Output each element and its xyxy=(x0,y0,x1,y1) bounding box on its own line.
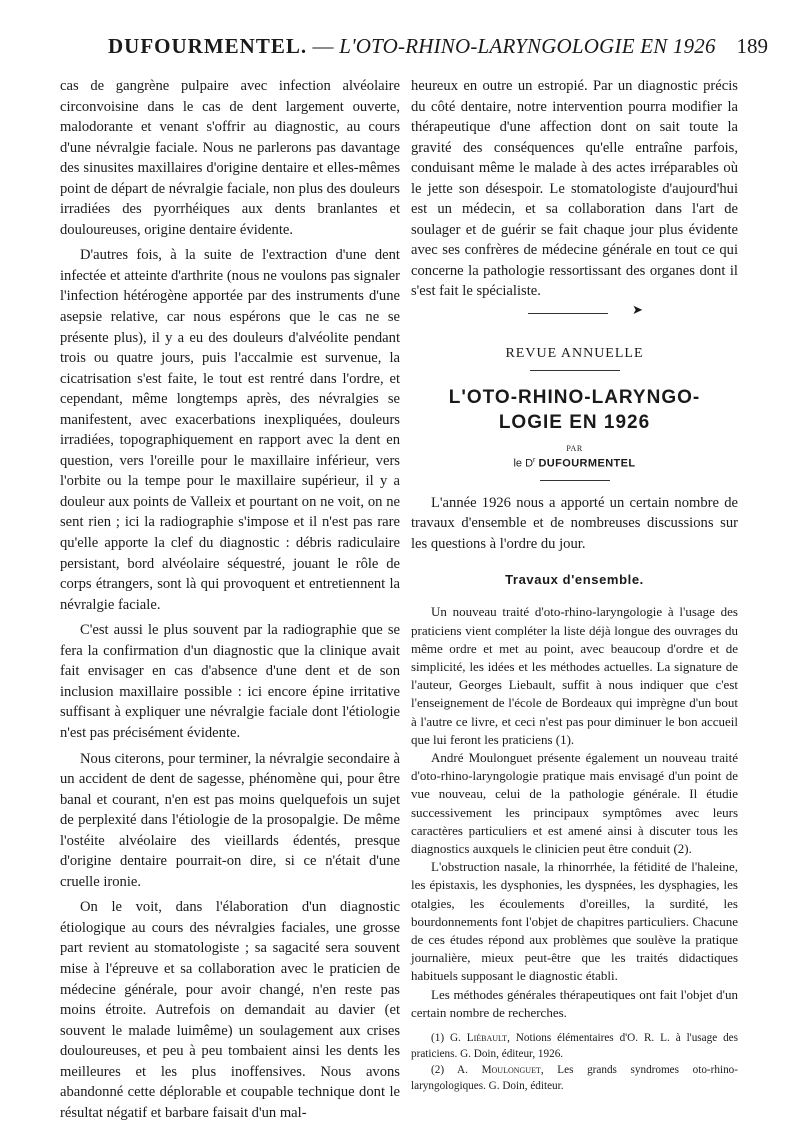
footnote-text: , Les grands syndromes oto-rhino-laryngologiques. G. Doin, éditeur. xyxy=(411,1063,738,1092)
footnote-author: Liébault xyxy=(466,1031,508,1044)
review-kicker: REVUE ANNUELLE xyxy=(505,346,644,362)
author-prefix: le D xyxy=(513,457,534,470)
running-title xyxy=(108,34,716,59)
section-paragraph: André Moulonguet présente également un nouveau traité d'oto-rhino-laryngologie pratique mais envisagé d'un point de vue nouveau, celui de la pathologie générale. Il étudie successivement les principaux symptômes avec leurs caractères particuliers et est amené ainsi à discuter tous les diagnostics auxquels le clinicien peut être conduit (2). xyxy=(411,749,738,856)
section-heading: Travaux d'ensemble. xyxy=(505,572,644,588)
footnote-number: (2) A. xyxy=(431,1063,482,1076)
end-mark-icon: ➤ xyxy=(632,302,643,318)
author-sup: r xyxy=(533,457,536,465)
title-rule xyxy=(411,370,738,371)
footnote-number: (1) G. xyxy=(431,1031,467,1044)
author-name: DUFOURMENTEL xyxy=(538,457,636,470)
left-paragraph: C'est aussi le plus souvent par la radiographie que se fera la confirmation d'un diagnostic que la clinique avait fait envisager en cas d'absence d'une dent et de son inclusion maxillaire possible : ici encore épine irritative suffisant à expliquer une névralgie faciale dont l'étiologie n'est pas précisément évidente. xyxy=(60,622,400,741)
footnote-author: Moulonguet xyxy=(481,1063,541,1076)
section-paragraph: L'obstruction nasale, la rhinorrhée, la fétidité de l'haleine, les épistaxis, les dysphonies, les dyspnées, les dysphagies, les otalgies, les écoulements d'oreilles, la surdité, les bourdonnements font l'objet de chapitres particuliers. Chacune de ces études répond aux problèmes que soulève la pratique journalière, mieux peut-être que les traités didactiques habituels supposant le diagnostic établi. xyxy=(411,859,738,984)
section-end-ornament xyxy=(411,302,738,324)
left-column xyxy=(60,76,400,1123)
end-rule xyxy=(528,313,608,314)
left-paragraph: Nous citerons, pour terminer, la névralgie secondaire à un accident de dent de sagesse, phénomène qui, pour être banal et courant, n'en est pas moins quelquefois un sujet de perplexité dans l'étiologie de la prosopalgie. De même l'ostéite alvéolaire des vieillards édentés, presque d'origine dentaire pourrait-on dire, si ce n'était d'une cruelle ironie. xyxy=(60,750,400,890)
by-label: PAR xyxy=(566,444,583,454)
right-column xyxy=(411,76,738,1094)
footnote xyxy=(411,1062,738,1094)
left-paragraph: D'autres fois, à la suite de l'extraction d'une dent infectée et atteinte d'arthrite (nous ne voulons pas signaler l'infection hétérogène apportée par des instruments d'une asepsie relative, car nous espérons que le cas ne se présente plus), il y a eu des douleurs d'alvéolite pendant trois ou quatre jours, puis l'accalmie est survenue, la cicatrisation s'est faite, le tout est rentré dans l'ordre, et cependant, même longtemps après, des névralgies se manifestent, avec exacerbations inexpliquées, douleurs irradiées, topographiquement en rapport avec la dent en question, vers l'oreille pour le maxillaire inférieur, vers l'orbite ou la tempe pour le maxillaire supérieur, il y a douleur aux points de Valleix et pourtant on ne voit, on ne sent rien ; ici la radiographie s'impose et il n'est pas rare qu'elle apporte la clef du diagnostic : débris radiculaire persistant, bord alvéolaire séquestré, jouant le rôle de corps étrangers, sont là qui provoquent et entretiennent la névralgie faciale. xyxy=(60,247,400,613)
article-title xyxy=(411,385,738,435)
header-title: L'OTO-RHINO-LARYNGOLOGIE EN 1926 xyxy=(339,34,716,58)
article-title-line1: L'OTO-RHINO-LARYNGO- xyxy=(448,387,701,409)
continued-text xyxy=(411,76,738,302)
footnotes xyxy=(411,1030,738,1094)
section-paragraph: Un nouveau traité d'oto-rhino-laryngologie à l'usage des praticiens vient compléter la liste déjà longue des ouvrages du même ordre et met au point, avec beaucoup d'ordre et de simplicité, les idées et les méthodes actuelles. La signature de l'auteur, Georges Liebault, suffit à nous indiquer que c'est l'enseignement de l'école de Bordeaux qui imprègne d'un bout à l'autre ce livre, et ceci n'est pas pour diminuer le bon accueil que lui feront les praticiens (1). xyxy=(411,604,738,747)
left-paragraph: cas de gangrène pulpaire avec infection alvéolaire circonvoisine dans le cas de dent largement ouverte, malodorante et venant s'offrir au diagnostic, au cours d'une névralgie faciale. Nous ne parlerons pas davantage des sinusites maxillaires d'origine dentaire et elles-mêmes point de départ de névralgie faciale, non plus des douleurs irradiées des pyorrhéiques aux dents branlantes et douloureuses, origine dentaire évidente. xyxy=(60,78,400,238)
section-body xyxy=(411,603,738,1022)
page-number: 189 xyxy=(736,34,768,58)
lead-text xyxy=(411,493,738,555)
author-rule xyxy=(411,480,738,481)
right-paragraph: heureux en outre un estropié. Par un diagnostic précis du côté dentaire, notre intervention pourra modifier la thérapeutique d'une affection dont on sait toute la gravité des conséquences qu'elle entraîne parfois, conduisant même le malade à des actes irréparables où le jette son désespoir. Le stomatologiste d'aujourd'hui est un médecin, et sa collaboration dans l'art de soulager et de guérir se fait chaque jour plus évidente avec ses confrères de médecine générale en tout ce qui concerne la pathologie ressortissant des organes dont il s'est fait le spécialiste. xyxy=(411,78,738,300)
running-header xyxy=(48,34,768,62)
section-paragraph: Les méthodes générales thérapeutiques ont fait l'objet d'un certain nombre de recherches. xyxy=(411,986,738,1020)
footnote-text: , Notions élémentaires d'O. R. L. à l'usage des praticiens. G. Doin, éditeur, 1926. xyxy=(411,1031,738,1060)
article-author xyxy=(411,457,738,470)
footnote xyxy=(411,1030,738,1062)
article-title-line2: LOGIE EN 1926 xyxy=(498,412,651,434)
header-author: DUFOURMENTEL. xyxy=(108,34,308,58)
lead-paragraph: L'année 1926 nous a apporté un certain nombre de travaux d'ensemble et de nombreuses discussions sur les questions à l'ordre du jour. xyxy=(411,494,738,552)
left-paragraph: On le voit, dans l'élaboration d'un diagnostic étiologique au cours des névralgies faciales, une grosse part revient au stomatologiste ; sa sagacité sera souvent mise à l'épreuve et sa collaboration avec le praticien de médecine générale, pour avoir changé, n'en reste pas moins étroite. Autrefois on demandait au davier (et souvent le malade luimême) un soulagement aux crises douloureuses, et peu à peu tombaient ainsi les dents les meilleures et les plus inoffensives. Nous avons abandonné cette déplorable et coupable technique dont le résultat négatif et barbare faisait d'un mal- xyxy=(60,899,400,1121)
header-dash: — xyxy=(307,34,340,58)
